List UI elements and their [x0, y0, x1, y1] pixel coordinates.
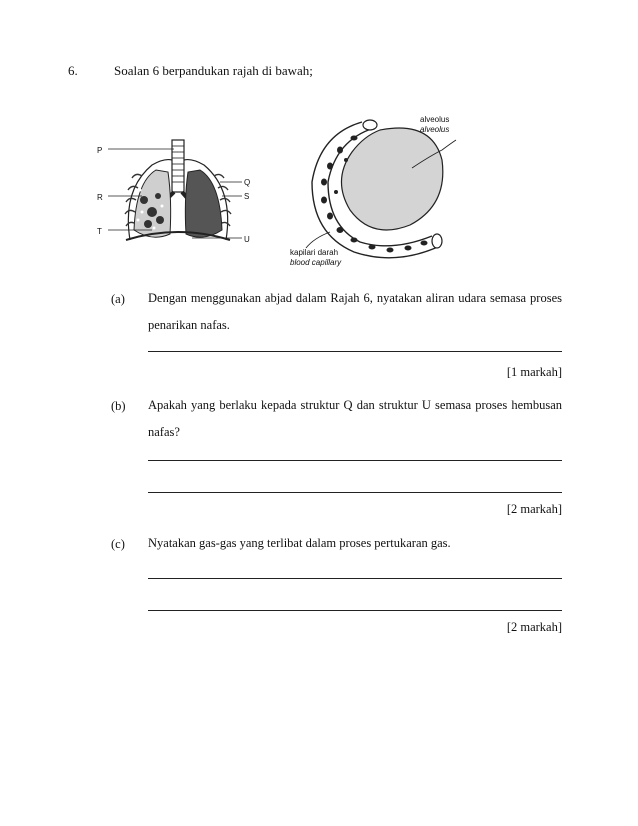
question-number: 6.	[68, 63, 78, 78]
part-c-marks: [2 markah]	[506, 620, 562, 634]
alveolus-label-en: alveolus	[420, 125, 450, 134]
part-b-label: (b)	[111, 399, 126, 413]
label-r: R	[97, 193, 103, 202]
respiratory-diagram	[92, 100, 572, 272]
alveolus-figure	[290, 115, 456, 267]
label-u: U	[244, 235, 250, 244]
label-s: S	[244, 192, 250, 201]
question-intro: Soalan 6 berpandukan rajah di bawah;	[114, 63, 313, 78]
label-t: T	[97, 227, 102, 236]
answer-line-c1[interactable]	[148, 578, 562, 579]
answer-line-b2[interactable]	[148, 492, 562, 493]
part-b-text: Apakah yang berlaku kepada struktur Q dan struktur U semasa proses hembusan nafas?	[148, 398, 562, 439]
part-b-marks: [2 markah]	[506, 502, 562, 516]
alveolus-label-ms: alveolus	[420, 115, 450, 124]
answer-line-c2[interactable]	[148, 610, 562, 611]
label-p: P	[97, 146, 103, 155]
answer-line-b1[interactable]	[148, 460, 562, 461]
capillary-label-ms: kapilari darah	[290, 248, 339, 257]
part-c-label: (c)	[111, 537, 125, 551]
part-c-text: Nyatakan gas-gas yang terlibat dalam proses pertukaran gas.	[148, 536, 451, 550]
part-a-text: Dengan menggunakan abjad dalam Rajah 6, nyatakan aliran udara semasa proses penarikan nafas.	[148, 291, 562, 332]
lungs-figure	[97, 140, 250, 244]
part-a-label: (a)	[111, 292, 125, 306]
capillary-label-en: blood capillary	[290, 258, 342, 267]
part-a-marks: [1 markah]	[506, 365, 562, 379]
label-q: Q	[244, 178, 251, 187]
answer-line-a1[interactable]	[148, 351, 562, 352]
